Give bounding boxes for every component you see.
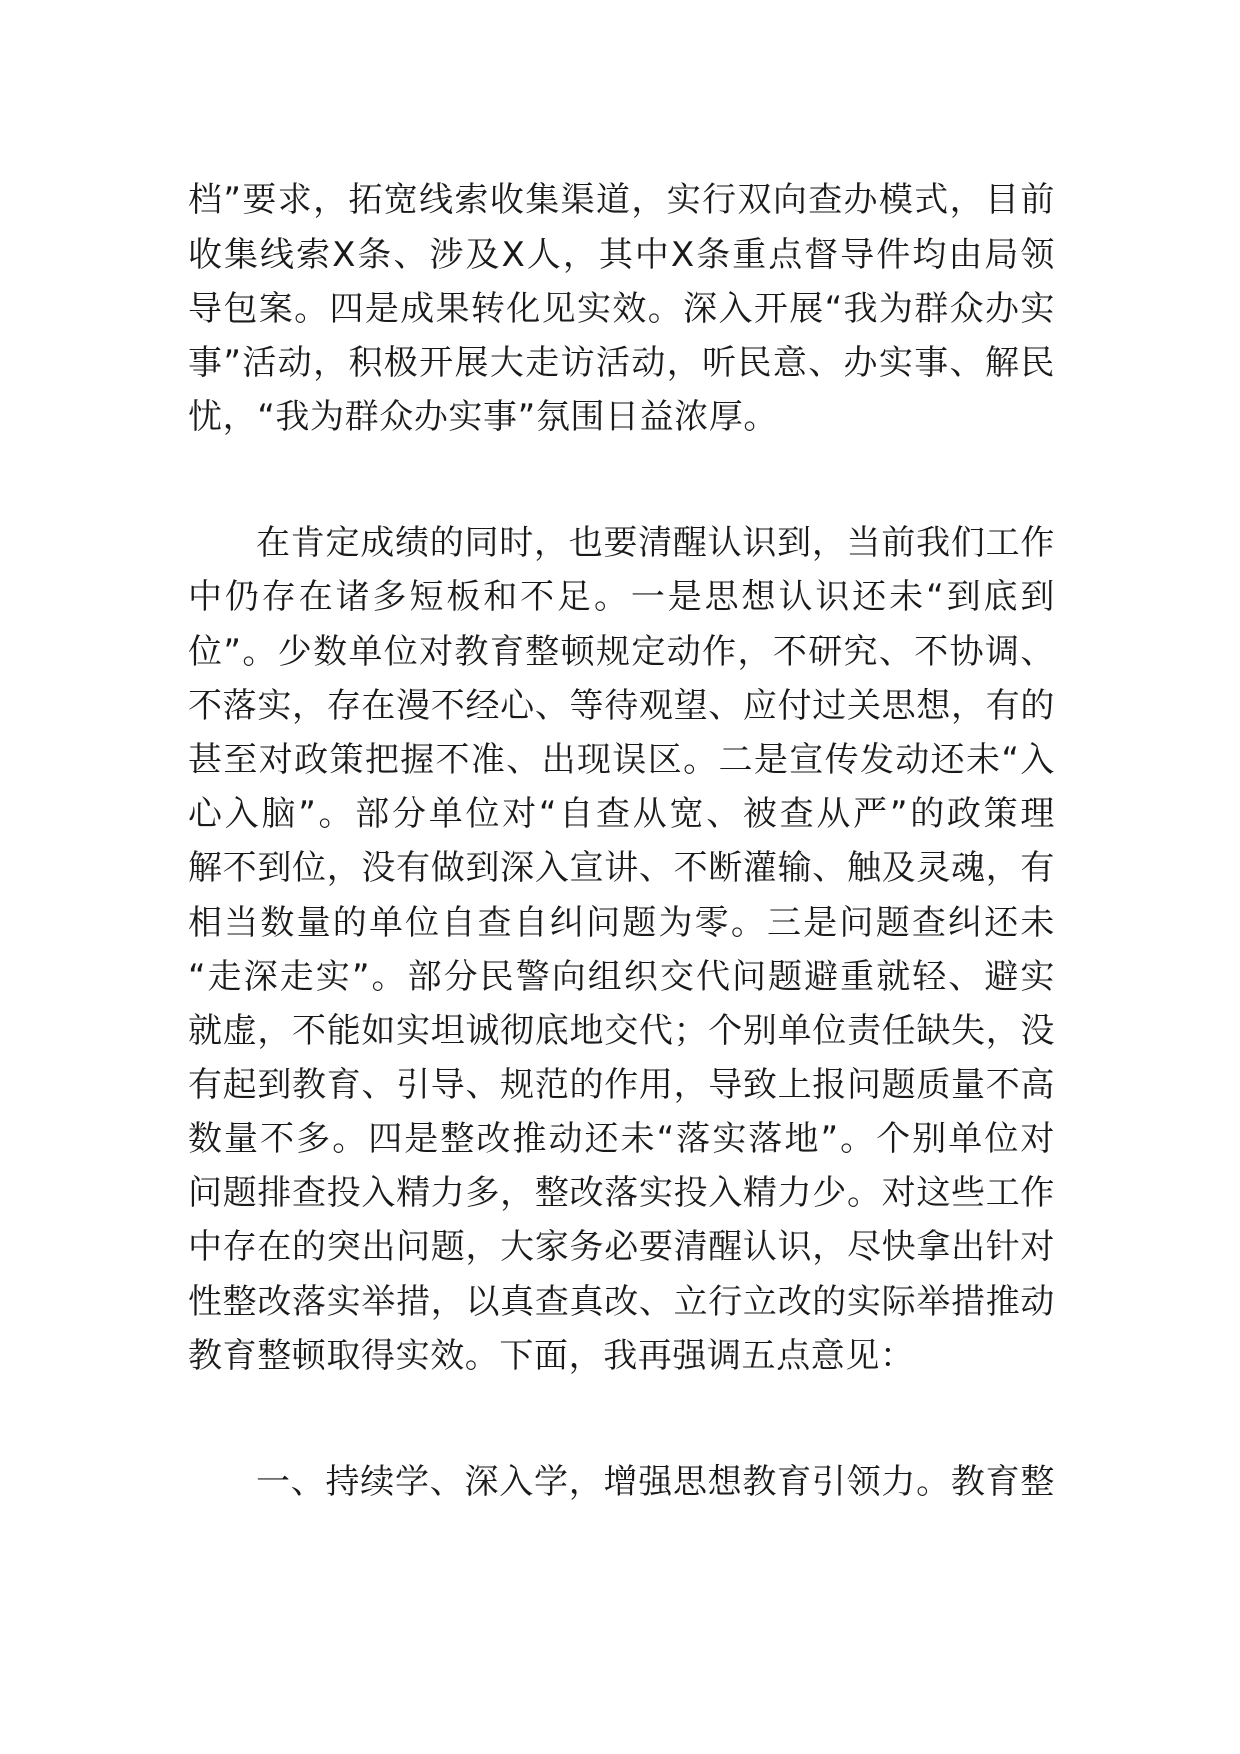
text-line: 一、持续学、深入学，增强思想教育引领力。教育整 — [256, 1462, 1055, 1502]
text-line: 甚至对政策把握不准、出现误区。二是宣传发动还未“入 — [188, 740, 1055, 780]
text-line: 有起到教育、引导、规范的作用，导致上报问题质量不高 — [188, 1065, 1055, 1105]
text-line: 问题排查投入精力多，整改落实投入精力少。对这些工作 — [188, 1173, 1055, 1213]
text-line: 事”活动，积极开展大走访活动，听民意、办实事、解民 — [188, 343, 1055, 383]
text-line: 数量不多。四是整改推动还未“落实落地”。个别单位对 — [188, 1119, 1055, 1159]
text-line: “走深走实”。部分民警向组织交代问题避重就轻、避实 — [188, 957, 1055, 997]
text-line: 在肯定成绩的同时，也要清醒认识到，当前我们工作 — [256, 523, 1055, 563]
text-line: 导包案。四是成果转化见实效。深入开展“我为群众办实 — [188, 289, 1055, 329]
text-line: 解不到位，没有做到深入宣讲、不断灌输、触及灵魂，有 — [188, 848, 1055, 888]
text-line: 就虚，不能如实坦诚彻底地交代；个别单位责任缺失，没 — [188, 1011, 1055, 1051]
text-line: 档”要求，拓宽线索收集渠道，实行双向查办模式，目前 — [188, 180, 1055, 220]
text-line: 位”。少数单位对教育整顿规定动作，不研究、不协调、 — [188, 632, 1055, 672]
text-line: 心入脑”。部分单位对“自查从宽、被查从严”的政策理 — [188, 794, 1055, 834]
text-line: 相当数量的单位自查自纠问题为零。三是问题查纠还未 — [188, 903, 1055, 943]
text-line: 不落实，存在漫不经心、等待观望、应付过关思想，有的 — [188, 686, 1055, 726]
text-line: 收集线索X条、涉及X人，其中X条重点督导件均由局领 — [188, 235, 1055, 275]
text-line: 忧，“我为群众办实事”氛围日益浓厚。 — [188, 397, 779, 437]
text-line: 中存在的突出问题，大家务必要清醒认识，尽快拿出针对 — [188, 1227, 1055, 1267]
text-line: 中仍存在诸多短板和不足。一是思想认识还未“到底到 — [188, 577, 1055, 617]
text-line: 教育整顿取得实效。下面，我再强调五点意见： — [188, 1336, 915, 1376]
text-line: 性整改落实举措，以真查真改、立行立改的实际举措推动 — [188, 1282, 1055, 1322]
